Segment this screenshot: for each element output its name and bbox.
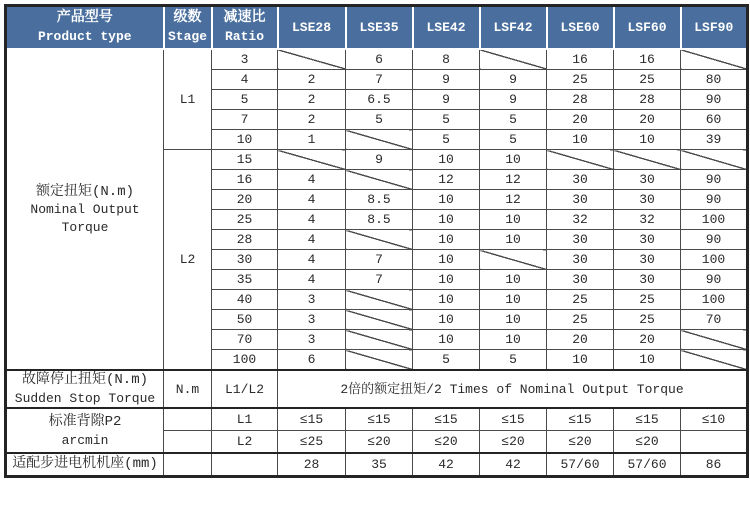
torque-value-LSE28-ratio4: 2 <box>278 70 346 90</box>
torque-value-LSF60-ratio10: 10 <box>614 130 681 150</box>
torque-value-LSE42-ratio40: 10 <box>413 290 480 310</box>
torque-value-LSE35-ratio20: 8.5 <box>346 190 413 210</box>
torque-value-LSE60-ratio50: 25 <box>547 310 614 330</box>
torque-value-LSF90-ratio30: 100 <box>681 250 748 270</box>
na-diagonal-LSF60-ratio15 <box>614 150 681 170</box>
sudden-stop-label-line: Sudden Stop Torque <box>14 390 156 406</box>
torque-value-LSF42-ratio4: 9 <box>480 70 547 90</box>
torque-value-LSE28-ratio10: 1 <box>278 130 346 150</box>
torque-value-LSF42-ratio35: 10 <box>480 270 547 290</box>
torque-value-LSE42-ratio30: 10 <box>413 250 480 270</box>
na-diagonal-LSE35-ratio28 <box>346 230 413 250</box>
table-header <box>6 6 748 50</box>
header-product-type-zh: 产品型号 <box>56 10 113 27</box>
backlash-stage-L1: L1 <box>212 408 278 431</box>
header-ratio <box>212 6 278 50</box>
backlash-stage-L2: L2 <box>212 431 278 454</box>
torque-value-LSE28-ratio5: 2 <box>278 90 346 110</box>
backlash-label <box>6 408 164 453</box>
torque-value-LSE35-ratio3: 6 <box>346 49 413 70</box>
torque-value-LSE42-ratio70: 10 <box>413 330 480 350</box>
torque-value-LSE42-ratio4: 9 <box>413 70 480 90</box>
torque-value-LSE28-ratio100: 6 <box>278 350 346 371</box>
torque-value-LSF90-ratio50: 70 <box>681 310 748 330</box>
header-row <box>6 6 748 50</box>
ratio-35: 35 <box>212 270 278 290</box>
sudden-stop-label <box>6 370 164 408</box>
torque-value-LSE60-ratio10: 10 <box>547 130 614 150</box>
motor-mount-label-line: 适配步进电机机座(mm) <box>12 456 158 473</box>
backlash-L1-LSF60: ≤15 <box>614 408 681 431</box>
backlash-L2-LSE60: ≤20 <box>547 431 614 454</box>
header-model-3: LSE42 <box>413 6 480 50</box>
torque-value-LSF60-ratio16: 30 <box>614 170 681 190</box>
motor-mount-LSF60: 57/60 <box>614 453 681 477</box>
stage-label-L2: L2 <box>164 150 212 371</box>
backlash-L2-LSE42: ≤20 <box>413 431 480 454</box>
torque-value-LSF60-ratio100: 10 <box>614 350 681 371</box>
torque-value-LSE42-ratio100: 5 <box>413 350 480 371</box>
header-product-type-en: Product type <box>37 29 132 45</box>
backlash-L2-LSF90 <box>681 431 748 454</box>
na-diagonal-LSF90-ratio100 <box>681 350 748 371</box>
torque-value-LSE60-ratio30: 30 <box>547 250 614 270</box>
torque-value-LSE35-ratio30: 7 <box>346 250 413 270</box>
header-model-1: LSE28 <box>278 6 346 50</box>
torque-value-LSE60-ratio4: 25 <box>547 70 614 90</box>
torque-value-LSF42-ratio100: 5 <box>480 350 547 371</box>
na-diagonal-LSE35-ratio40 <box>346 290 413 310</box>
na-diagonal-LSE35-ratio100 <box>346 350 413 371</box>
torque-value-LSF90-ratio16: 90 <box>681 170 748 190</box>
torque-value-LSE28-ratio30: 4 <box>278 250 346 270</box>
torque-value-LSE42-ratio20: 10 <box>413 190 480 210</box>
torque-value-LSF60-ratio20: 30 <box>614 190 681 210</box>
torque-value-LSF90-ratio4: 80 <box>681 70 748 90</box>
torque-value-LSF60-ratio28: 30 <box>614 230 681 250</box>
ratio-50: 50 <box>212 310 278 330</box>
backlash-L2-LSE35: ≤20 <box>346 431 413 454</box>
na-diagonal-LSF90-ratio70 <box>681 330 748 350</box>
torque-value-LSE42-ratio15: 10 <box>413 150 480 170</box>
backlash-L2-LSE28: ≤25 <box>278 431 346 454</box>
torque-value-LSF42-ratio7: 5 <box>480 110 547 130</box>
torque-value-LSE28-ratio16: 4 <box>278 170 346 190</box>
sudden-stop-row <box>6 370 748 408</box>
torque-value-LSE42-ratio7: 5 <box>413 110 480 130</box>
torque-value-LSE60-ratio5: 28 <box>547 90 614 110</box>
torque-value-LSF42-ratio20: 12 <box>480 190 547 210</box>
header-model-6: LSF60 <box>614 6 681 50</box>
motor-mount-LSE42: 42 <box>413 453 480 477</box>
backlash-L2-LSF60: ≤20 <box>614 431 681 454</box>
backlash-blank-L1 <box>164 408 212 431</box>
torque-value-LSE42-ratio16: 12 <box>413 170 480 190</box>
motor-mount-blank-ratio <box>212 453 278 477</box>
ratio-70: 70 <box>212 330 278 350</box>
header-model-2: LSE35 <box>346 6 413 50</box>
gearbox-spec-table <box>4 4 749 478</box>
sudden-stop-unit: N.m <box>164 370 212 408</box>
motor-mount-LSE60: 57/60 <box>547 453 614 477</box>
torque-value-LSE60-ratio25: 32 <box>547 210 614 230</box>
torque-value-LSF60-ratio7: 20 <box>614 110 681 130</box>
nominal-torque-label-line: 额定扭矩(N.m) <box>35 183 134 200</box>
ratio-25: 25 <box>212 210 278 230</box>
backlash-label-line: 标准背隙P2 <box>48 413 122 430</box>
torque-value-LSE42-ratio28: 10 <box>413 230 480 250</box>
torque-value-LSF42-ratio15: 10 <box>480 150 547 170</box>
backlash-L1-LSF90: ≤10 <box>681 408 748 431</box>
torque-value-LSF42-ratio40: 10 <box>480 290 547 310</box>
torque-value-LSE35-ratio35: 7 <box>346 270 413 290</box>
torque-value-LSF90-ratio25: 100 <box>681 210 748 230</box>
header-ratio-en: Ratio <box>224 29 264 45</box>
torque-value-LSE42-ratio35: 10 <box>413 270 480 290</box>
backlash-L1-LSE35: ≤15 <box>346 408 413 431</box>
torque-value-LSF42-ratio10: 5 <box>480 130 547 150</box>
ratio-4: 4 <box>212 70 278 90</box>
torque-value-LSE35-ratio5: 6.5 <box>346 90 413 110</box>
torque-value-LSF90-ratio7: 60 <box>681 110 748 130</box>
torque-value-LSF90-ratio40: 100 <box>681 290 748 310</box>
torque-value-LSF60-ratio25: 32 <box>614 210 681 230</box>
torque-value-LSE60-ratio100: 10 <box>547 350 614 371</box>
sudden-stop-value: 2倍的额定扭矩/2 Times of Nominal Output Torque <box>278 370 748 408</box>
backlash-blank-L2 <box>164 431 212 454</box>
torque-value-LSE28-ratio25: 4 <box>278 210 346 230</box>
nominal-torque-label-line: Torque <box>61 219 109 235</box>
ratio-5: 5 <box>212 90 278 110</box>
torque-row-ratio-3 <box>6 49 748 70</box>
na-diagonal-LSF90-ratio3 <box>681 49 748 70</box>
backlash-row-L1 <box>6 408 748 431</box>
torque-value-LSF42-ratio28: 10 <box>480 230 547 250</box>
na-diagonal-LSF90-ratio15 <box>681 150 748 170</box>
torque-value-LSF42-ratio25: 10 <box>480 210 547 230</box>
sudden-stop-label-line: 故障停止扭矩(N.m) <box>21 372 148 388</box>
ratio-100: 100 <box>212 350 278 371</box>
torque-value-LSF42-ratio16: 12 <box>480 170 547 190</box>
ratio-40: 40 <box>212 290 278 310</box>
torque-value-LSF60-ratio4: 25 <box>614 70 681 90</box>
header-model-4: LSF42 <box>480 6 547 50</box>
torque-value-LSE60-ratio35: 30 <box>547 270 614 290</box>
torque-value-LSE28-ratio35: 4 <box>278 270 346 290</box>
na-diagonal-LSE28-ratio3 <box>278 49 346 70</box>
torque-value-LSE42-ratio5: 9 <box>413 90 480 110</box>
torque-value-LSF60-ratio40: 25 <box>614 290 681 310</box>
torque-value-LSE28-ratio7: 2 <box>278 110 346 130</box>
torque-value-LSE42-ratio3: 8 <box>413 49 480 70</box>
torque-value-LSF60-ratio50: 25 <box>614 310 681 330</box>
header-model-5: LSE60 <box>547 6 614 50</box>
torque-value-LSF90-ratio5: 90 <box>681 90 748 110</box>
motor-mount-blank-stage <box>164 453 212 477</box>
torque-value-LSE60-ratio40: 25 <box>547 290 614 310</box>
torque-value-LSF42-ratio5: 9 <box>480 90 547 110</box>
torque-value-LSF90-ratio35: 90 <box>681 270 748 290</box>
torque-value-LSE60-ratio70: 20 <box>547 330 614 350</box>
torque-value-LSF42-ratio50: 10 <box>480 310 547 330</box>
torque-value-LSF60-ratio70: 20 <box>614 330 681 350</box>
torque-value-LSE42-ratio10: 5 <box>413 130 480 150</box>
torque-value-LSE28-ratio70: 3 <box>278 330 346 350</box>
torque-value-LSE28-ratio20: 4 <box>278 190 346 210</box>
backlash-L1-LSE60: ≤15 <box>547 408 614 431</box>
torque-value-LSE35-ratio7: 5 <box>346 110 413 130</box>
na-diagonal-LSF42-ratio3 <box>480 49 547 70</box>
stage-label-L1: L1 <box>164 49 212 150</box>
sudden-stop-stage: L1/L2 <box>212 370 278 408</box>
torque-value-LSF60-ratio5: 28 <box>614 90 681 110</box>
torque-value-LSE60-ratio20: 30 <box>547 190 614 210</box>
backlash-L2-LSF42: ≤20 <box>480 431 547 454</box>
backlash-label-line: arcmin <box>61 432 109 448</box>
ratio-30: 30 <box>212 250 278 270</box>
motor-mount-row <box>6 453 748 477</box>
torque-value-LSF90-ratio28: 90 <box>681 230 748 250</box>
torque-value-LSF60-ratio35: 30 <box>614 270 681 290</box>
backlash-L1-LSE28: ≤15 <box>278 408 346 431</box>
header-stage <box>164 6 212 50</box>
nominal-torque-label <box>6 49 164 370</box>
motor-mount-LSF90: 86 <box>681 453 748 477</box>
na-diagonal-LSE60-ratio15 <box>547 150 614 170</box>
torque-value-LSF90-ratio20: 90 <box>681 190 748 210</box>
table-body <box>6 49 748 477</box>
torque-value-LSE60-ratio28: 30 <box>547 230 614 250</box>
motor-mount-LSE28: 28 <box>278 453 346 477</box>
torque-value-LSE35-ratio25: 8.5 <box>346 210 413 230</box>
torque-value-LSF42-ratio70: 10 <box>480 330 547 350</box>
torque-value-LSE42-ratio50: 10 <box>413 310 480 330</box>
torque-value-LSE42-ratio25: 10 <box>413 210 480 230</box>
torque-value-LSE28-ratio50: 3 <box>278 310 346 330</box>
header-product-type <box>6 6 164 50</box>
header-ratio-zh: 减速比 <box>223 10 266 27</box>
ratio-7: 7 <box>212 110 278 130</box>
motor-mount-label <box>6 453 164 477</box>
torque-value-LSE28-ratio28: 4 <box>278 230 346 250</box>
torque-value-LSE60-ratio16: 30 <box>547 170 614 190</box>
na-diagonal-LSE35-ratio16 <box>346 170 413 190</box>
torque-value-LSF60-ratio3: 16 <box>614 49 681 70</box>
header-stage-zh: 级数 <box>173 10 202 27</box>
ratio-10: 10 <box>212 130 278 150</box>
torque-value-LSE28-ratio40: 3 <box>278 290 346 310</box>
ratio-3: 3 <box>212 49 278 70</box>
motor-mount-LSE35: 35 <box>346 453 413 477</box>
na-diagonal-LSE35-ratio10 <box>346 130 413 150</box>
ratio-20: 20 <box>212 190 278 210</box>
ratio-28: 28 <box>212 230 278 250</box>
torque-value-LSF60-ratio30: 30 <box>614 250 681 270</box>
header-model-7: LSF90 <box>681 6 748 50</box>
backlash-L1-LSE42: ≤15 <box>413 408 480 431</box>
torque-value-LSE60-ratio7: 20 <box>547 110 614 130</box>
torque-value-LSE35-ratio15: 9 <box>346 150 413 170</box>
ratio-15: 15 <box>212 150 278 170</box>
torque-value-LSE35-ratio4: 7 <box>346 70 413 90</box>
torque-value-LSE60-ratio3: 16 <box>547 49 614 70</box>
backlash-L1-LSF42: ≤15 <box>480 408 547 431</box>
motor-mount-LSF42: 42 <box>480 453 547 477</box>
nominal-torque-label-line: Nominal Output <box>30 202 140 218</box>
header-stage-en: Stage <box>167 29 207 45</box>
na-diagonal-LSE28-ratio15 <box>278 150 346 170</box>
ratio-16: 16 <box>212 170 278 190</box>
torque-value-LSF90-ratio10: 39 <box>681 130 748 150</box>
na-diagonal-LSE35-ratio70 <box>346 330 413 350</box>
na-diagonal-LSE35-ratio50 <box>346 310 413 330</box>
na-diagonal-LSF42-ratio30 <box>480 250 547 270</box>
